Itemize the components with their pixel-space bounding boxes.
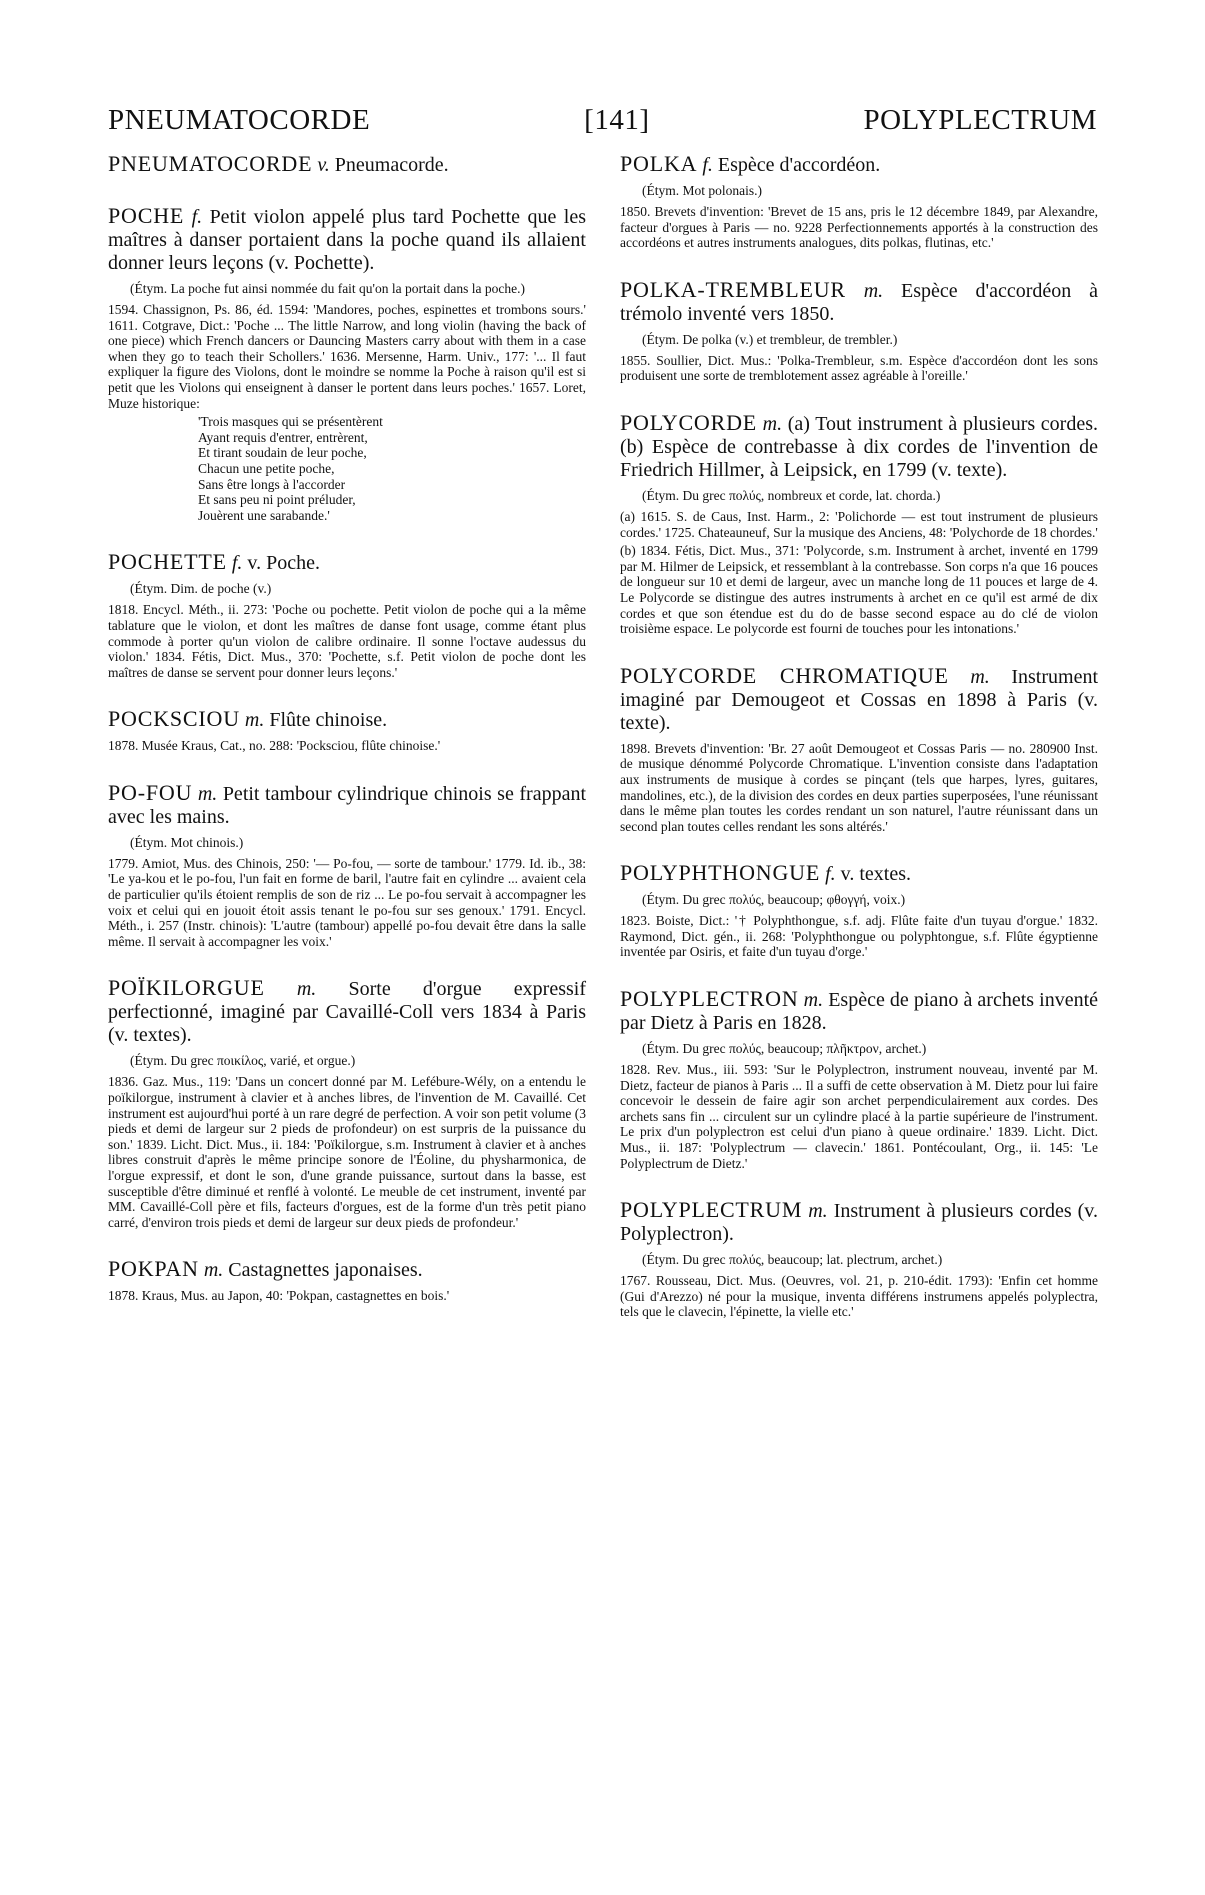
etymology: (Étym. Mot chinois.): [130, 834, 244, 850]
citation: 1767. Rousseau, Dict. Mus. (Oeuvres, vol. 21, p. 210-édit. 1793): 'Enfin cet homme (Gui d'Arezzo) né pour la musique, inventa différens instrumens appelés polyplectra, tels que le clavecin, l'épinette, la vielle etc.': [620, 1273, 1098, 1320]
entry-heading: [108, 707, 586, 732]
headword: POCHE: [108, 203, 185, 228]
citation: (b) 1834. Fétis, Dict. Mus., 371: 'Polycorde, s.m. Instrument à archet, inventé en 1799 par M. Hilmer de Leipsick, et ressemblant à la contrebasse. Son corps n'a que 16 pouces de longueur sur 10 et demi de largeur, avec un manche long de 11 pouces et large de 4. Le Polycorde se distingue des autres instruments à archet en ce qu'il est armé de dix cordes et que son étendue est du do de basse second espace au do clé de violon troisième espace. Le polycorde est fourni de touches pour les intonations.': [620, 543, 1098, 637]
running-head-right: POLYPLECTRUM: [863, 104, 1097, 136]
headword: POLYPLECTRON: [620, 986, 799, 1012]
dictionary-entry: [108, 707, 586, 754]
etymology: (Étym. Du grec πολύς, beaucoup; πλῆκτρον, archet.): [642, 1041, 927, 1057]
citation: 1823. Boiste, Dict.: '† Polyphthongue, s.f. adj. Flûte faite d'un tuyau d'orgue.' 1832. Raymond, Dict. gén., ii. 268: 'Polyphthongue ou polyphtongue, s.f. Flûte égyptienne inventée par Osiris, et faite d'un tuyau d'orge.': [620, 913, 1098, 960]
grammatical-gender: m.: [762, 412, 783, 435]
entry-heading: [108, 204, 586, 275]
grammatical-gender: f.: [231, 552, 243, 575]
etymology: (Étym. Du grec πολύς, beaucoup; lat. plectrum, archet.): [642, 1252, 943, 1268]
definition: (a) Tout instrument à plusieurs cordes. (b) Espèce de contrebasse à dix cordes de l'invention de Friedrich Hillmer, à Leipsick, en 1799 (v. texte).: [620, 412, 1098, 481]
definition: Instrument imaginé par Demougeot et Cossas en 1898 à Paris (v. texte).: [620, 665, 1099, 734]
citation: 1855. Soullier, Dict. Mus.: 'Polka-Trembleur, s.m. Espèce d'accordéon dont les sons produisent une sorte de tremblotement assez agréable à l'oreille.': [620, 352, 1098, 384]
citation: 1828. Rev. Mus., iii. 593: 'Sur le Polyplectron, instrument nouveau, inventé par M. Dietz, facteur de pianos à Paris ... Il a suffi de cette observation à M. Dietz pour lui faire concevoir le dessein de faire agir son archet perpendiculairement aux cordes. Des archets sans fin ... circulent sur un cylindre placé à la partie supérieure de l'instrument. Le prix d'un polyplectron est celui d'un piano à queue ordinaire.' 1839. Licht. Dict. Mus., ii. 187: 'Polyplectrum — clavecin.' 1861. Pontécoulant, Org., ii. 145: 'Le Polyplectrum de Dietz.': [620, 1062, 1098, 1171]
headword: POLKA-TREMBLEUR: [620, 276, 846, 302]
etymology: (Étym. Du grec ποικίλος, varié, et orgue.): [130, 1053, 356, 1069]
headword: POLYPLECTRUM: [620, 1197, 803, 1223]
running-head: [108, 104, 1097, 148]
grammatical-gender: m.: [803, 989, 824, 1012]
grammatical-gender: v.: [317, 154, 330, 176]
citation: 1594. Chassignon, Ps. 86, éd. 1594: 'Mandores, poches, espinettes et trombons sours.' 1611. Cotgrave, Dict.: 'Poche ... The little Narrow, and long violin (having the back of one piece) which French dancers or Dauncing Masters carry about with them in a case when they go to teach their Schollers.' 1636. Mersenne, Harm. Univ., 177: '... Il faut expliquer la figure des Violons, dont le moindre se nomme la Poche à raison qu'il est si petit que les Violons qui enseignent à danser le portent dans leurs poches.' 1657. Loret, Muze historique:: [108, 302, 586, 411]
headword: POKPAN: [108, 1256, 199, 1282]
headword: POÏKILORGUE: [108, 975, 265, 1001]
entry-heading: [620, 278, 1098, 326]
dictionary-entry: [108, 204, 586, 523]
definition: Espèce d'accordéon à trémolo inventé vers 1850.: [620, 279, 1098, 325]
definition: Sorte d'orgue expressif perfectionné, imaginé par Cavaillé-Coll vers 1834 à Paris (v. textes).: [108, 978, 587, 1047]
definition: v. Poche.: [247, 552, 320, 575]
etymology: (Étym. Du grec πολύς, nombreux et corde, lat. chorda.): [642, 487, 941, 503]
citation: 1836. Gaz. Mus., 119: 'Dans un concert donné par M. Lefébure-Wély, on a entendu le poïkilorgue, instrument à clavier et à anches libres, de l'invention de M. Cavaillé. Cet instrument est aujourd'hui porté à un rare degré de perfection. A voir son petit volume (3 pieds et demi de largeur sur 2 pieds de profondeur) on est surpris de la puissance du son.' 1839. Licht. Dict. Mus., ii. 184: 'Poïkilorgue, s.m. Instrument à clavier et à anches libres construit d'après le même principe sonore de l'Éoline, du physharmonica, de l'orgue expressif, et dont le son, d'une grande puissance, surtout dans la basse, est susceptible d'être diminué et renflé à volonté. Le meuble de cet instrument, inventé par MM. Cavaillé-Coll père et fils, facteurs d'orgues, est de la forme d'un très petit piano carré, d'environ trois pieds et demi de largeur sur deux pieds de profondeur.': [108, 1074, 586, 1230]
dictionary-entry: [108, 1257, 586, 1304]
definition: Pneumacorde.: [334, 154, 449, 176]
dictionary-entry: [620, 152, 1098, 251]
verse-quotation: 'Trois masques qui se présentèrent Ayant requis d'entrer, entrèrent, Et tirant soudain de leur poche, Chacun une petite poche, Sans être longs à l'accorder Et sans peu ni point préluder, Jouèrent une sarabande.': [198, 414, 383, 523]
grammatical-gender: m.: [203, 1259, 224, 1282]
definition: Petit violon appelé plus tard Pochette que les maîtres à danser portaient dans la poche quand ils allaient donner leurs leçons (v. Pochette).: [108, 206, 586, 274]
headword: POLYPHTHONGUE: [620, 860, 821, 886]
entry-heading: [620, 861, 1098, 886]
citation: 1878. Kraus, Mus. au Japon, 40: 'Pokpan, castagnettes en bois.': [108, 1288, 450, 1304]
etymology: (Étym. Dim. de poche (v.): [130, 581, 272, 597]
left-column: [108, 152, 586, 1331]
definition: Petit tambour cylindrique chinois se frappant avec les mains.: [108, 782, 587, 828]
definition: Flûte chinoise.: [269, 709, 388, 732]
citation: 1878. Musée Kraus, Cat., no. 288: 'Pocksciou, flûte chinoise.': [108, 738, 441, 754]
entry-heading: [108, 1257, 586, 1282]
dictionary-entry: [620, 278, 1098, 384]
etymology: (Étym. La poche fut ainsi nommée du fait qu'on la portait dans la poche.): [130, 281, 525, 296]
entry-heading: [108, 152, 586, 177]
dictionary-entry: [620, 861, 1098, 960]
running-head-left: PNEUMATOCORDE: [108, 104, 371, 136]
dictionary-entry: [620, 987, 1098, 1171]
definition: Castagnettes japonaises.: [228, 1259, 423, 1282]
headword: POLYCORDE CHROMATIQUE: [620, 662, 949, 688]
headword: POCKSCIOU: [108, 706, 240, 732]
entry-heading: [108, 781, 586, 829]
entry-heading: [620, 411, 1098, 482]
etymology: (Étym. Du grec πολύς, beaucoup; φθογγή, voix.): [642, 892, 906, 908]
citation: 1818. Encycl. Méth., ii. 273: 'Poche ou pochette. Petit violon de poche qui a la même tablature que le violon, et dont les maîtres de danse font usage, comme étant plus commode à porter qu'un violon de calibre ordinaire. Il sonne l'octave audessus du violon.' 1834. Fétis, Dict. Mus., 370: 'Pochette, s.f. Petit violon de poche dont les maîtres de danse se servent pour donner leurs leçons.': [108, 602, 586, 680]
entry-heading: [108, 976, 586, 1047]
entry-heading: [620, 1198, 1098, 1246]
grammatical-gender: m.: [197, 782, 218, 805]
headword: POLKA: [620, 151, 698, 176]
citation: (a) 1615. S. de Caus, Inst. Harm., 2: 'Polichorde — est tout instrument de plusieurs cordes.' 1725. Chateauneuf, Sur la musique des Anciens, 48: 'Polychorde de 18 chordes.': [620, 508, 1098, 540]
citation: 1779. Amiot, Mus. des Chinois, 250: '— Po-fou, — sorte de tambour.' 1779. Id. ib., 38: 'Le ya-kou et le po-fou, l'un fait en forme de baril, l'autre fait en cylindre ... avaient cela de particulier qu'ils étoient remplis de son de riz ... Le po-fou servait à accompagner les voix et celui qui en jouoit étoit assis tenant le po-fou sur ses genoux.' 1791. Encycl. Méth., i. 257 (Instr. chinois): 'L'autre (tambour) appellé po-fou devait être dans la salle même. Il servait à accompagner les voix.': [108, 855, 586, 949]
dictionary-entry: [108, 781, 586, 950]
grammatical-gender: f.: [825, 863, 836, 886]
page-number: [141]: [584, 104, 650, 136]
entry-heading: [620, 987, 1098, 1035]
headword: POLYCORDE: [620, 409, 758, 435]
grammatical-gender: f.: [191, 206, 203, 228]
headword: PNEUMATOCORDE: [108, 151, 313, 176]
dictionary-entry: [108, 976, 586, 1230]
grammatical-gender: f.: [702, 154, 713, 176]
dictionary-entry: [620, 664, 1098, 835]
entry-heading: [620, 152, 1098, 177]
definition: Instrument à plusieurs cordes (v. Polyplectron).: [620, 1200, 1099, 1246]
grammatical-gender: m.: [808, 1200, 828, 1223]
definition: v. textes.: [840, 863, 912, 886]
entry-heading: [108, 550, 586, 575]
grammatical-gender: m.: [970, 665, 990, 688]
etymology: (Étym. Mot polonais.): [642, 183, 762, 198]
entry-heading: [620, 664, 1098, 735]
dictionary-entry: [620, 1198, 1098, 1320]
etymology: (Étym. De polka (v.) et trembleur, de trembler.): [642, 331, 898, 347]
definition: Espèce d'accordéon.: [717, 154, 881, 176]
dictionary-entry: [108, 152, 586, 177]
grammatical-gender: m.: [863, 279, 884, 302]
definition: Espèce de piano à archets inventé par Dietz à Paris en 1828.: [620, 989, 1099, 1035]
grammatical-gender: m.: [296, 978, 317, 1001]
citation: 1898. Brevets d'invention: 'Br. 27 août Demougeot et Cossas Paris — no. 280900 Inst. de musique dénommé Polycorde Chromatique. L'invention consiste dans l'adaptation aux instruments de musique à cordes se pinçant (tels que harpes, lyres, guitares, mandolines, etc.), de la division des cordes en deux parties superposées, l'une réunissant dans le même plan toutes les cordes rendant un son naturel, l'autre réunissant dans un second plan toutes celles rendant les sons altérés.': [620, 740, 1098, 834]
headword: PO-FOU: [108, 779, 193, 805]
dictionary-entry: [108, 550, 586, 680]
dictionary-entry: [620, 411, 1098, 637]
headword: POCHETTE: [108, 549, 227, 575]
citation: 1850. Brevets d'invention: 'Brevet de 15 ans, pris le 12 décembre 1849, par Alexandre, facteur d'orgues à Paris — no. 9228 Perfectionnements apportés à la construction des accordéons et autres instruments analogues, dits polkas, flutinas, etc.': [620, 204, 1098, 251]
grammatical-gender: m.: [244, 709, 265, 732]
right-column: [620, 152, 1098, 1347]
